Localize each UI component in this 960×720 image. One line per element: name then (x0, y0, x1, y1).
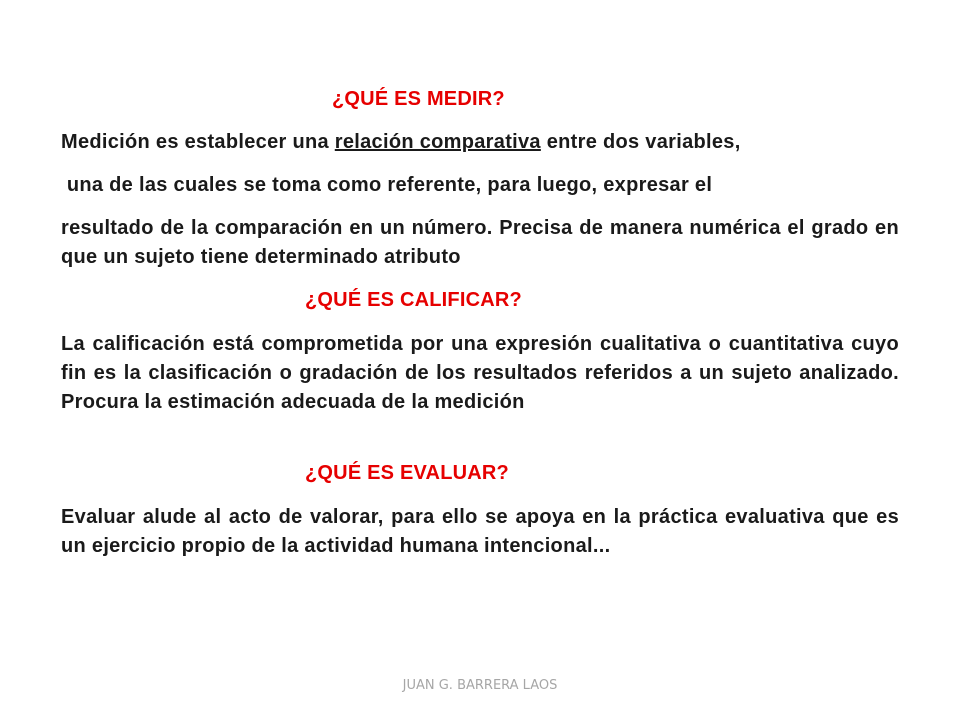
medir-line-2: una de las cuales se toma como referente, para luego, expresar el (61, 174, 713, 196)
medir-paragraph: resultado de la comparación en un número. Precisa de manera numérica el grado en que un sujeto tiene determinado atributo (61, 217, 899, 268)
heading-evaluar: ¿QUÉ ES EVALUAR? (305, 462, 509, 484)
underlined-term: relación comparativa (334, 131, 541, 153)
heading-medir: ¿QUÉ ES MEDIR? (332, 88, 505, 110)
footer-author: JUAN G. BARRERA LAOS (402, 678, 558, 693)
medir-line-1-end: entre dos variables, (540, 131, 741, 153)
medir-line-1-start: Medición es establecer una (61, 131, 335, 153)
evaluar-paragraph: Evaluar alude al acto de valorar, para ello se apoya en la práctica evaluativa que es un ejercicio propio de la actividad humana intencional... (61, 506, 899, 557)
heading-calificar: ¿QUÉ ES CALIFICAR? (305, 289, 522, 311)
medir-line-1 (61, 131, 741, 154)
calificar-paragraph: La calificación está comprometida por una expresión cualitativa o cuantitativa cuyo fin es la clasificación o gradación de los resultados referidos a un sujeto analizado. Procura la estimación adecuada de la medición (61, 333, 899, 413)
